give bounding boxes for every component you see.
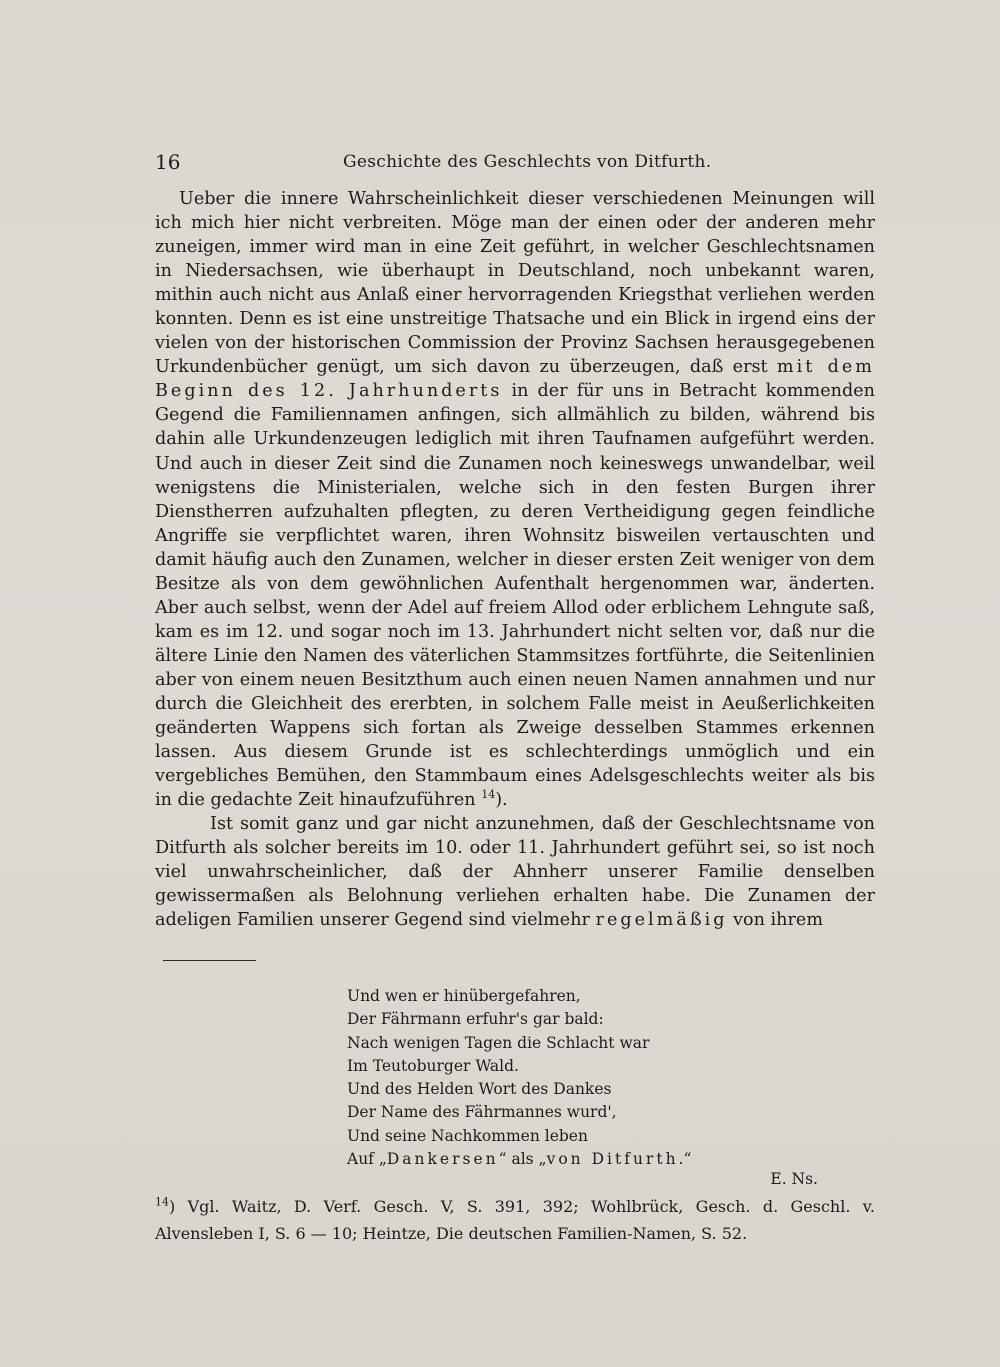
poem-last-line-a: Auf „ <box>347 1150 387 1169</box>
emphasized-word: regelmäßig <box>595 910 728 931</box>
poem-line: Der Fährmann erfuhr's gar bald: <box>347 1010 604 1029</box>
page-header <box>155 150 875 180</box>
poem-line: Nach wenigen Tagen die Schlacht war <box>347 1033 650 1052</box>
paragraph-2 <box>155 812 875 932</box>
poem-line: Und des Helden Wort des Dankes <box>347 1080 612 1099</box>
poem-last-line <box>347 1148 777 1171</box>
poem <box>347 985 777 1171</box>
poem-line: Im Teutoburger Wald. <box>347 1056 519 1075</box>
poem-line: Der Name des Fährmannes wurd', <box>347 1103 617 1122</box>
footnote-reference: 14 <box>481 788 496 802</box>
paragraph-2-text-b: von ihrem <box>727 910 824 931</box>
paragraph-1-text-a: Ueber die innere Wahrscheinlichkeit dieser verschiedenen Meinungen will ich mich hier nicht verbreiten. Möge man der einen oder der anderen mehr zuneigen, immer wird man in eine Zeit geführt, in welcher Geschlechtsnamen in Niedersachsen, wie überhaupt in Deutschland, noch unbekannt waren, mithin auch nicht aus Anlaß einer hervorragenden Kriegsthat verliehen werden konnten. Denn es ist eine unstreitige Thatsache und ein Blick in irgend eins der vielen von der historischen Commission der Provinz Sachsen herausgegebenen Urkundenbücher genügt, um sich davon zu überzeugen, daß erst <box>155 189 875 378</box>
footnote-marker: 14 <box>155 1195 169 1209</box>
paragraph-2-text-a: Ist somit ganz und gar nicht anzunehmen, daß der Geschlechtsname von Ditfurth als solcher bereits im 10. oder 11. Jahrhundert geführt sei, so ist noch viel unwahrscheinlicher, daß der Ahnherr unserer Familie denselben gewissermaßen als Belohnung verliehen erhalten habe. Die Zunamen der adeligen Familien unserer Gegend sind vielmehr <box>155 814 875 931</box>
footnote <box>155 1193 875 1247</box>
footnote-text: ) Vgl. Waitz, D. Verf. Gesch. V, S. 391, 392; Wohlbrück, Gesch. d. Geschl. v. Alvensleben I, S. 6 — 10; Heintze, Die deutschen Familien-Namen, S. 52. <box>155 1197 875 1243</box>
emphasized-phrase: mit dem Beginn des 12. Jahrhunderts <box>155 357 875 402</box>
paragraph-1-text-b: in der für uns in Betracht kommenden Gegend die Familiennamen anfingen, sich allmählich zu bilden, während bis dahin alle Urkundenzeugen lediglich mit ihren Taufnamen aufgeführt werden. Und auch in dieser Zeit sind die Zunamen noch keineswegs unwandelbar, weil wenigstens die Ministerialen, welche sich in den festen Burgen ihrer Dienstherren aufzuhalten pflegten, zu deren Vertheidigung gegen feindliche Angriffe sie verpflichtet waren, ihren Wohnsitz bisweilen vertauschten und damit häufig auch den Zunamen, welcher in dieser ersten Zeit weniger von dem Besitze als von dem gewöhnlichen Aufenthalt hergenommen war, änderten. Aber auch selbst, wenn der Adel auf freiem Allod oder erblichem Lehngute saß, kam es im 12. und sogar noch im 13. Jahrhundert nicht selten vor, daß nur die ältere Linie den Namen des väterlichen Stammsitzes fortführte, die Seitenlinien aber von einem neuen Besitzthum auch einen neuen Namen annahmen und nur durch die Gleichheit des ererbten, in solchem Falle meist in Aeußerlichkeiten geänderten Wappens sich fortan als Zweige desselben Stammes erkennen lassen. Aus diesem Grunde ist es schlechterdings unmöglich und ein vergebliches Bemühen, den Stammbaum eines Adelsgeschlechts weiter als bis in die gedachte Zeit hinaufzuführen <box>155 381 875 811</box>
poem-line: Und wen er hinübergefahren, <box>347 987 581 1005</box>
main-text <box>155 187 875 932</box>
page-number: 16 <box>155 150 181 174</box>
poem-last-line-c: .“ <box>678 1150 692 1169</box>
paragraph-1-text-c: ). <box>495 790 508 811</box>
poem-last-line-b: “ als „ <box>498 1150 547 1169</box>
running-title: Geschichte des Geschlechts von Ditfurth. <box>343 152 712 172</box>
poem-signature: E. Ns. <box>770 1170 818 1188</box>
poem-spaced-family-name: von Ditfurth <box>546 1150 679 1169</box>
footnote-divider <box>163 960 256 961</box>
paragraph-1 <box>155 187 875 812</box>
poem-line: Und seine Nachkommen leben <box>347 1126 588 1145</box>
poem-spaced-name: Dankersen <box>386 1150 499 1169</box>
